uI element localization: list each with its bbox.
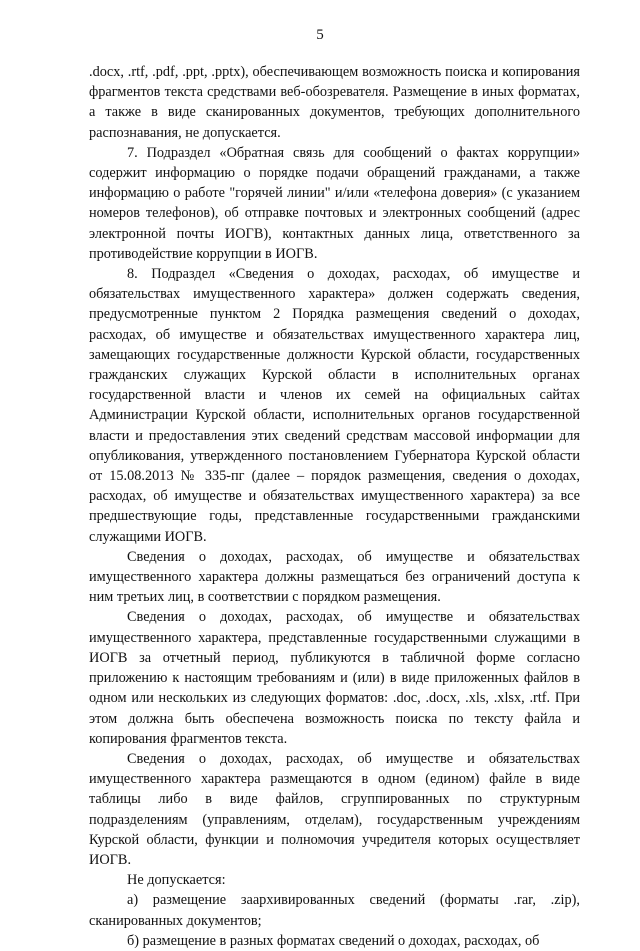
document-body [89, 62, 580, 951]
paragraph-item-8: 8. Подраздел «Сведения о доходах, расходах, об имуществе и обязательствах имущественного характера» должен содержать сведения, предусмотренные пунктом 2 Порядка размещения сведений о доходах, расходах, об имуществе и обязательствах имущественного характера лиц, замещающих государственные должности Курской области, государственных гражданских служащих Курской области в исполнительных органах государственной власти и членов их семей на официальных сайтах Администрации Курской области, исполнительных органов государственной власти и предоставления этих сведений средствам массовой информации для опубликования, утвержденного постановлением Губернатора Курской области от 15.08.2013 № 335-пг (далее – порядок размещения, сведения о доходах, расходах, об имуществе и обязательствах имущественного характера) за все предшествующие годы, представленные государственными гражданскими служащими ИОГВ. [89, 266, 580, 545]
paragraph-access: Сведения о доходах, расходах, об имуществе и обязательствах имущественного характера должны размещаться без ограничений доступа к ним третьих лиц, в соответствии с порядком размещения. [89, 548, 580, 606]
paragraph-not-allowed: Не допускается: [127, 872, 226, 889]
list-item-a: а) размещение заархивированных сведений (форматы .rar, .zip), сканированных документов; [89, 892, 580, 929]
list-item-b: б) размещение в разных форматах сведений о доходах, расходах, об [127, 932, 540, 949]
paragraph-single-file: Сведения о доходах, расходах, об имуществе и обязательствах имущественного характера размещаются в одном (едином) файле в виде таблицы либо в виде файлов, сгруппированных по структурным подразделениям (управлениям, отделам), государственным учреждениям Курской области, функции и полномочия учредителя которых осуществляет ИОГВ. [89, 750, 580, 868]
paragraph-formats: Сведения о доходах, расходах, об имуществе и обязательствах имущественного характера, представленные государственными служащими в ИОГВ за отчетный период, публикуются в табличной форме согласно приложению к настоящим требованиям и (или) в виде приложенных файлов в одном или нескольких из следующих форматов: .doc, .docx, .xls, .xlsx, .rtf. При этом должна быть обеспечена возможность поиска по тексту файла и копирования фрагментов текста. [89, 609, 580, 747]
paragraph-continuation: .docx, .rtf, .pdf, .ppt, .pptx), обеспечивающем возможность поиска и копирования фрагментов текста средствами веб-обозревателя. Размещение в иных форматах, а также в виде сканированных документов, требующих дополнительного распознавания, не допускается. [89, 64, 580, 141]
paragraph-item-7: 7. Подраздел «Обратная связь для сообщений о фактах коррупции» содержит информацию о порядке подачи обращений гражданами, а также информацию о работе "горячей линии" и/или «телефона доверия» (с указанием номеров телефонов), об отправке почтовых и электронных сообщений (адрес электронной почты ИОГВ), контактных данных лица, ответственного за противодействие коррупции в ИОГВ. [89, 144, 580, 262]
page-number: 5 [316, 27, 324, 43]
